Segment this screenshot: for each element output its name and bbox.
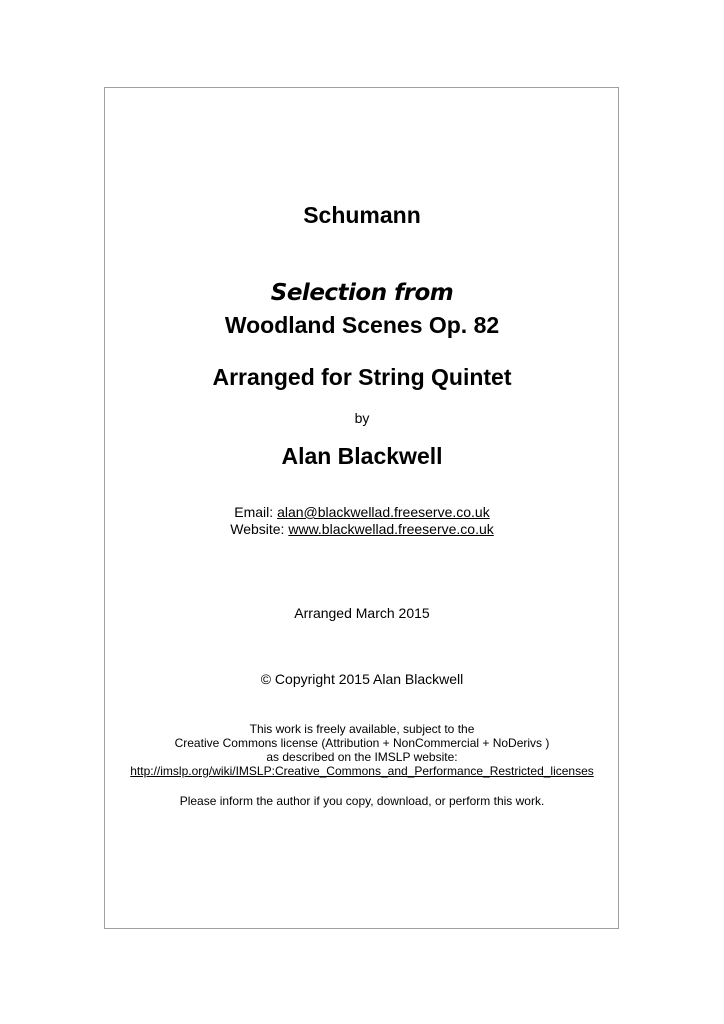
license-line-3: as described on the IMSLP website: bbox=[266, 750, 458, 764]
work-title: Woodland Scenes Op. 82 bbox=[224, 312, 500, 338]
website-label: Website: bbox=[230, 521, 289, 537]
by-label: by bbox=[354, 410, 370, 426]
author-name: Alan Blackwell bbox=[281, 443, 443, 469]
arrangement-heading: Arranged for String Quintet bbox=[212, 364, 512, 390]
email-line bbox=[0, 504, 724, 520]
email-link[interactable]: alan@blackwellad.freeserve.co.uk bbox=[277, 504, 490, 520]
copyright-notice: © Copyright 2015 Alan Blackwell bbox=[260, 671, 464, 687]
arranged-date: Arranged March 2015 bbox=[294, 605, 430, 621]
license-url-line bbox=[0, 764, 724, 778]
email-label: Email: bbox=[234, 504, 278, 520]
license-line-2: Creative Commons license (Attribution + NonCommercial + NoDerivs ) bbox=[174, 736, 550, 750]
selection-heading: Selection from bbox=[270, 280, 454, 306]
website-line bbox=[0, 521, 724, 537]
license-line-1: This work is freely available, subject to the bbox=[249, 722, 475, 736]
license-url-link[interactable]: http://imslp.org/wiki/IMSLP:Creative_Commons_and_Performance_Restricted_licenses bbox=[130, 764, 594, 778]
website-link[interactable]: www.blackwellad.freeserve.co.uk bbox=[288, 521, 494, 537]
inform-note: Please inform the author if you copy, download, or perform this work. bbox=[179, 794, 545, 808]
composer-name: Schumann bbox=[303, 202, 421, 228]
